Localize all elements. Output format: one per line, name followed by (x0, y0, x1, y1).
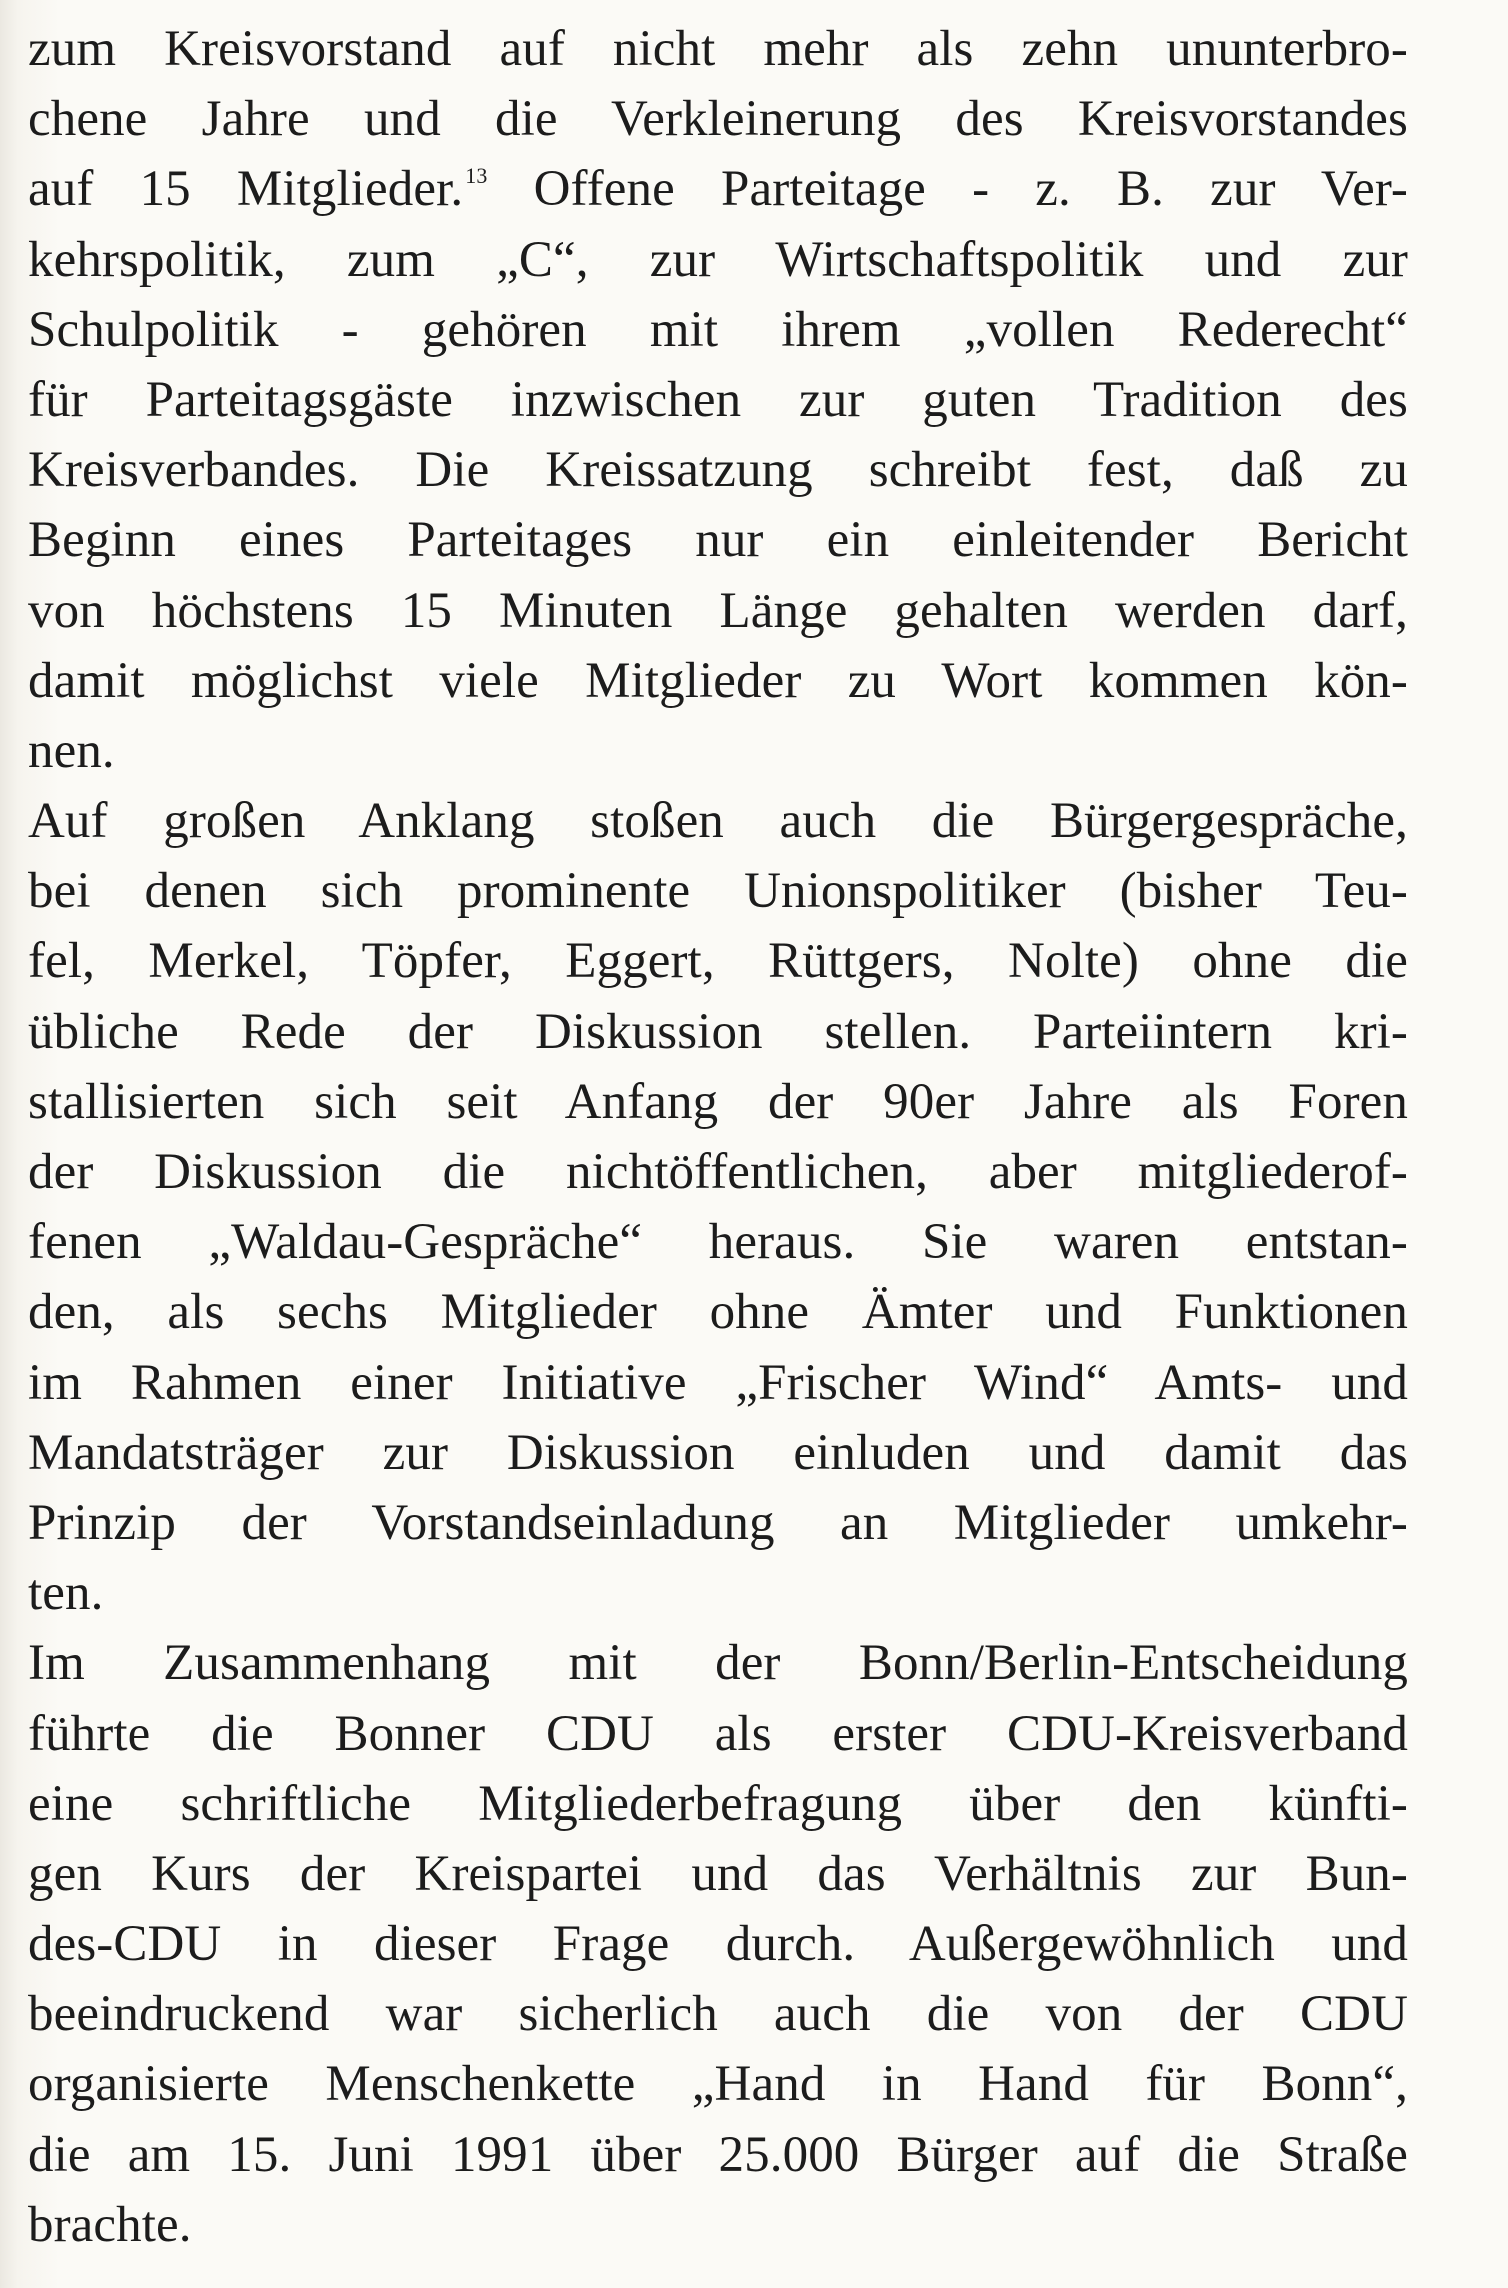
text-line: gen Kurs der Kreispartei und das Verhältnis zur Bun- (28, 1845, 1408, 1902)
text-line: fel, Merkel, Töpfer, Eggert, Rüttgers, Nolte) ohne die (28, 933, 1408, 990)
text-line: führte die Bonner CDU als erster CDU-Kreisverband (28, 1705, 1408, 1762)
text-line: Schulpolitik - gehören mit ihrem „vollen Rederecht“ (28, 301, 1408, 358)
text-line: fenen „Waldau-Gespräche“ heraus. Sie waren entstan- (28, 1214, 1408, 1271)
text-line-with-footnote (28, 154, 1408, 224)
text-line: brachte. (28, 2196, 192, 2253)
text-line: den, als sechs Mitglieder ohne Ämter und Funktionen (28, 1284, 1408, 1341)
text-line: ten. (28, 1565, 104, 1622)
text-line: Kreisverbandes. Die Kreissatzung schreibt fest, daß zu (28, 442, 1408, 499)
text-segment: auf 15 Mitglieder. (28, 161, 464, 218)
text-line: nen. (28, 722, 115, 779)
text-line: Beginn eines Parteitages nur ein einleitender Bericht (28, 512, 1408, 569)
text-line: organisierte Menschenkette „Hand in Hand für Bonn“, (28, 2056, 1408, 2113)
text-line: chene Jahre und die Verkleinerung des Kreisvorstandes (28, 91, 1408, 148)
text-line: beeindruckend war sicherlich auch die von der CDU (28, 1986, 1408, 2043)
text-line: zum Kreisvorstand auf nicht mehr als zehn ununterbro- (28, 21, 1408, 77)
text-line: die am 15. Juni 1991 über 25.000 Bürger auf die Straße (28, 2126, 1408, 2183)
footnote-marker[interactable]: 13 (465, 163, 488, 189)
text-line: Im Zusammenhang mit der Bonn/Berlin-Entscheidung (28, 1635, 1408, 1692)
body-text (28, 14, 1408, 2260)
text-line: stallisierten sich seit Anfang der 90er Jahre als Foren (28, 1073, 1408, 1130)
text-line: übliche Rede der Diskussion stellen. Parteiintern kri- (28, 1003, 1408, 1060)
text-line: Mandatsträger zur Diskussion einluden und damit das (28, 1424, 1408, 1481)
text-line: von höchstens 15 Minuten Länge gehalten werden darf, (28, 582, 1408, 639)
text-line: eine schriftliche Mitgliederbefragung über den künfti- (28, 1775, 1408, 1832)
text-line: für Parteitagsgäste inzwischen zur guten Tradition des (28, 371, 1408, 428)
text-line: der Diskussion die nichtöffentlichen, aber mitgliederof- (28, 1144, 1408, 1200)
text-line: bei denen sich prominente Unionspolitiker (bisher Teu- (28, 863, 1408, 920)
text-line: kehrspolitik, zum „C“, zur Wirtschaftspolitik und zur (28, 231, 1408, 288)
text-line: des-CDU in dieser Frage durch. Außergewöhnlich und (28, 1916, 1408, 1973)
text-line: im Rahmen einer Initiative „Frischer Wind“ Amts- und (28, 1354, 1408, 1411)
text-segment: Offene Parteitage - z. B. zur Ver- (487, 161, 1408, 218)
text-line: Prinzip der Vorstandseinladung an Mitglieder umkehr- (28, 1494, 1408, 1551)
text-line: damit möglichst viele Mitglieder zu Wort kommen kön- (28, 652, 1408, 709)
text-line: Auf großen Anklang stoßen auch die Bürgergespräche, (28, 793, 1408, 850)
